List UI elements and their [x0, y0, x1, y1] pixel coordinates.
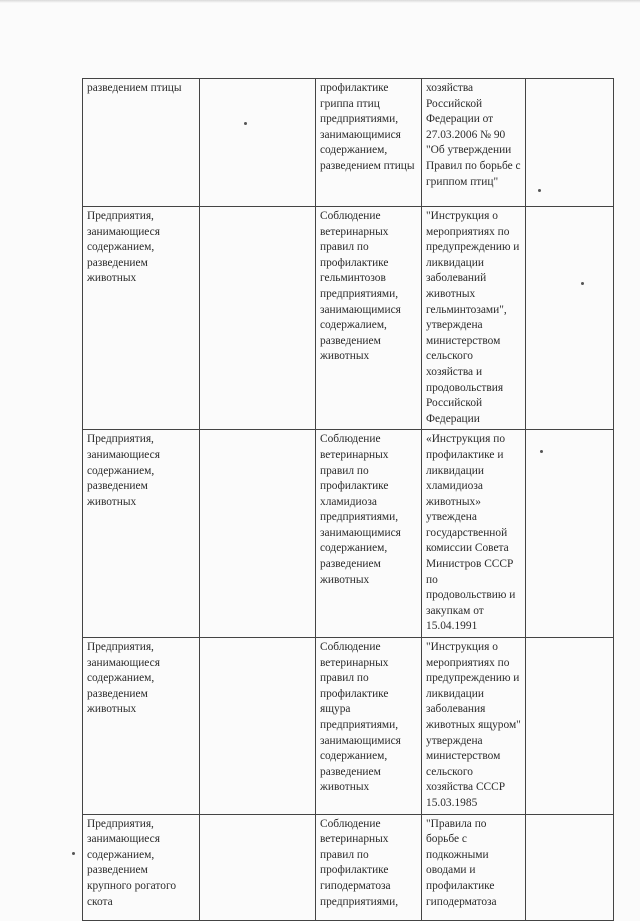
scan-speck: [72, 852, 75, 855]
scan-speck: [244, 122, 247, 125]
document-cell: "Инструкция о мероприятиях по предупреждению и ликвидации заболевания животных ящуром" утверждена министерством сельского хозяйства СССР 15.03.1985: [422, 638, 526, 815]
activity-cell: разведением птицы: [83, 79, 200, 207]
control-cell: [200, 79, 316, 207]
note-cell: [526, 638, 614, 815]
scan-speck: [538, 189, 541, 192]
requirement-cell: Соблюдение ветеринарных правил по профилактике ящура предприятиями, занимающимися содержанием, разведением животных: [316, 638, 422, 815]
table-row: [83, 430, 614, 638]
table-row: [83, 207, 614, 430]
document-cell: "Правила по борьбе с подкожными оводами и профилактике гиподерматоза: [422, 814, 526, 920]
regulation-table: [82, 78, 614, 921]
control-cell: [200, 638, 316, 815]
table-row: [83, 638, 614, 815]
activity-cell: Предприятия, занимающиеся содержанием, разведением животных: [83, 638, 200, 815]
note-cell: [526, 814, 614, 920]
note-cell: [526, 430, 614, 638]
table-row: [83, 79, 614, 207]
note-cell: [526, 207, 614, 430]
requirement-cell: Соблюдение ветеринарных правил по профилактике гиподерматоза предприятиями,: [316, 814, 422, 920]
scan-speck: [540, 450, 543, 453]
control-cell: [200, 430, 316, 638]
requirement-cell: профилактике гриппа птиц предприятиями, занимающимися содержанием, разведением птицы: [316, 79, 422, 207]
document-cell: хозяйства Российской Федерации от 27.03.2006 № 90 "Об утверждении Правил по борьбе с гриппом птиц": [422, 79, 526, 207]
activity-cell: Предприятия, занимающиеся содержанием, разведением крупного рогатого скота: [83, 814, 200, 920]
control-cell: [200, 814, 316, 920]
document-cell: «Инструкция по профилактике и ликвидации хламидиоза животных» утвеждена государственной комиссии Совета Министров СССР по продовольствию и закупкам от 15.04.1991: [422, 430, 526, 638]
requirement-cell: Соблюдение ветеринарных правил по профилактике хламидиоза предприятиями, занимающимися содержанием, разведением животных: [316, 430, 422, 638]
control-cell: [200, 207, 316, 430]
requirement-cell: Соблюдение ветеринарных правил по профилактике гельминтозов предприятиями, занимающимися содержалием, разведением животных: [316, 207, 422, 430]
scan-speck: [581, 282, 584, 285]
activity-cell: Предприятия, занимающиеся содержанием, разведением животных: [83, 430, 200, 638]
activity-cell: Предприятия, занимающиеся содержанием, разведением животных: [83, 207, 200, 430]
document-cell: "Инструкция о мероприятиях по предупреждению и ликвидации заболеваний животных гельминтозами", утверждена министерством сельского хозяйства и продовольствия Российской Федерации: [422, 207, 526, 430]
table-row: [83, 814, 614, 920]
note-cell: [526, 79, 614, 207]
page-top-edge: [0, 0, 640, 3]
